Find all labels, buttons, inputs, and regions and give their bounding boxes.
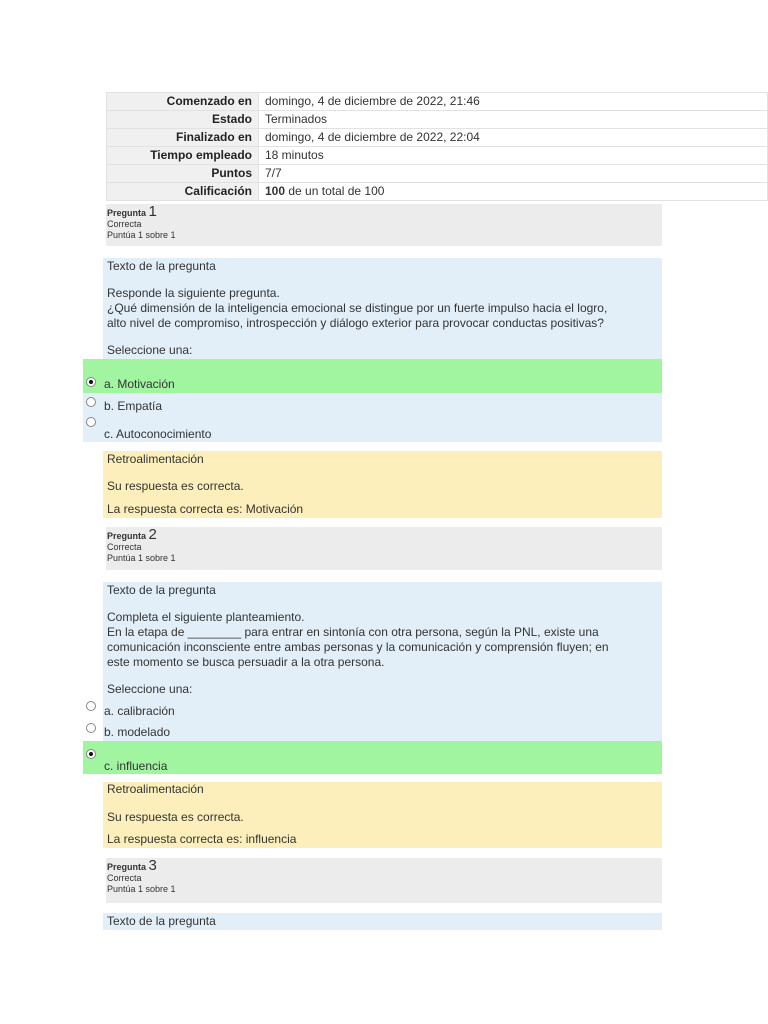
summary-value: domingo, 4 de diciembre de 2022, 22:04 [259, 129, 768, 147]
feedback-result: Su respuesta es correcta. [107, 810, 244, 824]
question-text-line: En la etapa de ________ para entrar en sintonía con otra persona, según la PNL, existe una [107, 625, 599, 639]
question-1-option-c[interactable] [83, 413, 662, 442]
radio-button[interactable] [86, 417, 96, 427]
summary-key: Finalizado en [107, 129, 259, 147]
question-text-line: ¿Qué dimensión de la inteligencia emocional se distingue por un fuerte impulso hacia el logro, [107, 301, 608, 315]
question-text-line: Completa el siguiente planteamiento. [107, 610, 305, 624]
question-text-line: este momento se busca persuadir a la otra persona. [107, 655, 385, 669]
question-status: Correcta [107, 219, 142, 229]
question-1-info [106, 204, 662, 246]
summary-value: domingo, 4 de diciembre de 2022, 21:46 [259, 93, 768, 111]
option-label[interactable]: a. calibración [104, 704, 175, 718]
feedback-heading: Retroalimentación [107, 782, 204, 796]
summary-row-time [107, 147, 768, 165]
summary-key: Calificación [107, 183, 259, 201]
summary-key: Estado [107, 111, 259, 129]
radio-button-selected[interactable] [86, 749, 96, 759]
option-label[interactable]: a. Motivación [104, 377, 175, 391]
summary-value: 18 minutos [259, 147, 768, 165]
question-text-heading: Texto de la pregunta [107, 914, 216, 928]
feedback-result: Su respuesta es correcta. [107, 479, 244, 493]
question-1-feedback [103, 451, 662, 518]
question-number: 2 [148, 526, 157, 543]
option-label[interactable]: b. modelado [104, 725, 171, 739]
radio-button[interactable] [86, 397, 96, 407]
question-2-feedback [103, 782, 662, 848]
question-2-info [106, 527, 662, 570]
question-text-line: comunicación inconsciente entre ambas personas y la comunicación y comprensión fluyen; en [107, 640, 609, 654]
question-number: 1 [148, 203, 157, 220]
question-text-heading: Texto de la pregunta [107, 583, 216, 597]
question-text-line: alto nivel de compromiso, introspección y diálogo exterior para provocar conductas positivas? [107, 316, 604, 330]
option-label[interactable]: b. Empatía [104, 399, 163, 413]
question-score: Puntúa 1 sobre 1 [107, 553, 176, 563]
grade-total: de un total de 100 [285, 184, 385, 198]
question-2-option-a[interactable] [83, 700, 662, 720]
summary-row-started [107, 93, 768, 111]
question-score: Puntúa 1 sobre 1 [107, 230, 176, 240]
radio-button-selected[interactable] [86, 377, 96, 387]
grade-value: 100 [265, 184, 286, 198]
select-one-label: Seleccione una: [107, 343, 193, 357]
question-3-formulation [103, 913, 662, 930]
question-score: Puntúa 1 sobre 1 [107, 884, 176, 894]
summary-key: Puntos [107, 165, 259, 183]
question-2-option-b[interactable] [83, 720, 662, 741]
summary-key: Comenzado en [107, 93, 259, 111]
summary-row-state [107, 111, 768, 129]
option-label[interactable]: c. influencia [104, 759, 168, 773]
question-1-option-b[interactable] [83, 393, 662, 413]
question-label: Pregunta [107, 862, 147, 872]
summary-row-points [107, 165, 768, 183]
question-2-option-c[interactable] [83, 741, 662, 774]
question-3-info [106, 858, 662, 903]
question-label: Pregunta [107, 208, 147, 218]
question-1-formulation [103, 258, 662, 359]
question-text-heading: Texto de la pregunta [107, 259, 216, 273]
summary-key: Tiempo empleado [107, 147, 259, 165]
question-label: Pregunta [107, 531, 147, 541]
question-text-line: Responde la siguiente pregunta. [107, 286, 280, 300]
summary-value [259, 183, 768, 201]
summary-value: 7/7 [259, 165, 768, 183]
feedback-correct-answer: La respuesta correcta es: influencia [107, 832, 297, 846]
question-number: 3 [148, 857, 157, 874]
radio-button[interactable] [86, 723, 96, 733]
summary-row-grade [107, 183, 768, 201]
question-1-option-a[interactable] [83, 359, 662, 393]
feedback-heading: Retroalimentación [107, 452, 204, 466]
attempt-summary-table [106, 92, 768, 201]
summary-row-finished [107, 129, 768, 147]
option-label[interactable]: c. Autoconocimiento [104, 427, 212, 441]
question-status: Correcta [107, 542, 142, 552]
radio-button[interactable] [86, 701, 96, 711]
feedback-correct-answer: La respuesta correcta es: Motivación [107, 502, 304, 516]
question-status: Correcta [107, 873, 142, 883]
select-one-label: Seleccione una: [107, 682, 193, 696]
summary-value: Terminados [259, 111, 768, 129]
